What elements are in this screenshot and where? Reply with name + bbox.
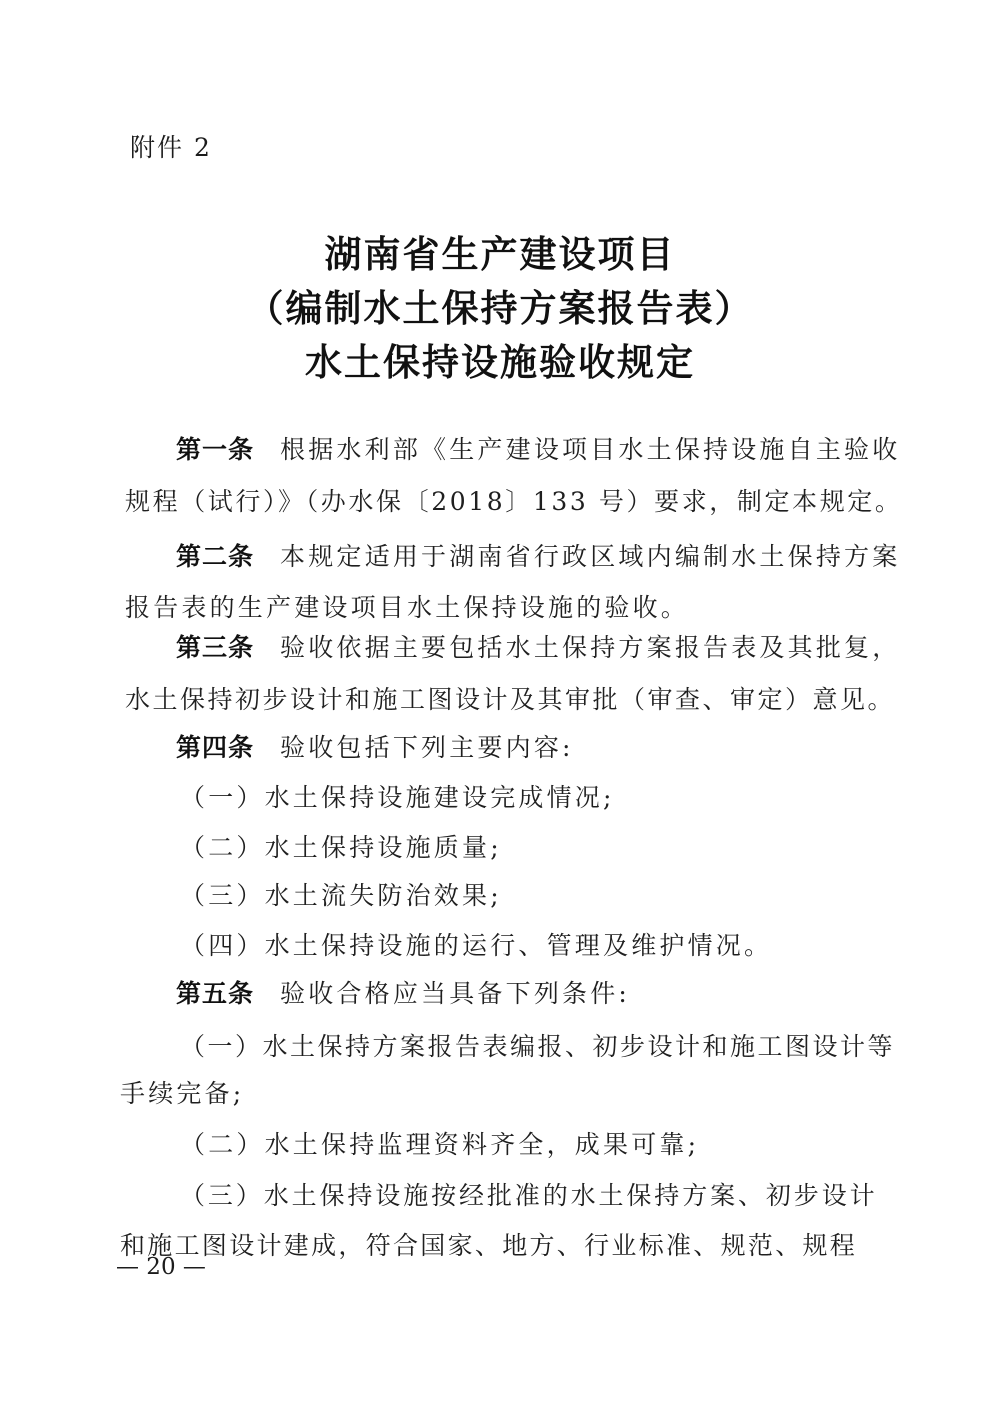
article-4-label: 第四条 [176, 733, 255, 762]
title-line-1: 湖南省生产建设项目 [324, 233, 676, 276]
article-4-text-1: 验收包括下列主要内容: [280, 733, 574, 762]
article-2-text-1: 本规定适用于湖南省行政区域内编制水土保持方案 [280, 542, 901, 571]
article-5-item-1-line-2: 手续完备; [120, 1079, 245, 1108]
article-3-label: 第三条 [176, 633, 255, 662]
page-number: — 20 — [116, 1254, 206, 1280]
article-5-label: 第五条 [176, 979, 255, 1008]
article-4-item-3: （三）水土流失防治效果; [180, 881, 502, 910]
attachment-label: 附件 2 [130, 133, 212, 162]
article-5-text-1: 验收合格应当具备下列条件: [280, 979, 631, 1008]
article-4-item-2: （二）水土保持设施质量; [180, 833, 502, 862]
article-5-item-3-line-1: （三）水土保持设施按经批准的水土保持方案、初步设计 [180, 1181, 878, 1210]
article-3-text-2: 水土保持初步设计和施工图设计及其审批（审查、审定）意见。 [125, 685, 896, 714]
article-5-item-1-line-1: （一）水土保持方案报告表编报、初步设计和施工图设计等 [180, 1032, 896, 1061]
article-4-first-line [176, 728, 574, 764]
article-1-text-2: 规程（试行）》（办水保〔2018〕133 号）要求，制定本规定。 [125, 487, 903, 516]
article-2-text-2: 报告表的生产建设项目水土保持设施的验收。 [125, 593, 690, 622]
article-3-text-1: 验收依据主要包括水土保持方案报告表及其批复， [280, 633, 901, 662]
article-3-first-line [176, 628, 900, 664]
article-5-item-2: （二）水土保持监理资料齐全，成果可靠; [180, 1130, 700, 1159]
article-5-item-3-line-2: 和施工图设计建成，符合国家、地方、行业标准、规范、规程 [120, 1231, 858, 1260]
article-2-first-line [176, 537, 900, 573]
article-2-label: 第二条 [176, 542, 255, 571]
article-5-first-line [176, 974, 630, 1010]
title-line-3: 水土保持设施验收规定 [305, 341, 695, 384]
article-4-item-1: （一）水土保持设施建设完成情况; [180, 783, 615, 812]
article-4-item-4: （四）水土保持设施的运行、管理及维护情况。 [180, 931, 773, 960]
article-1-text-1: 根据水利部《生产建设项目水土保持设施自主验收 [280, 435, 901, 464]
article-1-first-line [176, 430, 900, 466]
title-line-2: （编制水土保持方案报告表） [246, 287, 754, 330]
article-1-label: 第一条 [176, 435, 255, 464]
